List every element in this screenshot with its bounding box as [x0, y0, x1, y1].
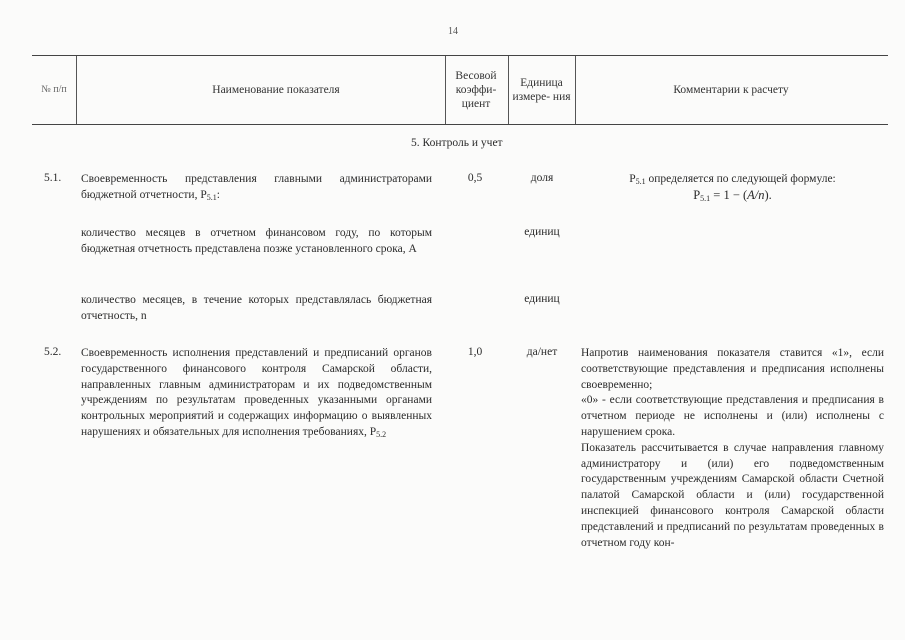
- header-number: № п/п: [41, 84, 67, 95]
- row-number: 5.1.: [44, 172, 62, 184]
- row-number: 5.2.: [44, 346, 62, 358]
- comment-text: $P_{5.1}$ определяется по следующей формуле: $P_{5.1} = 1 - (A/n)$.: [629, 173, 836, 203]
- comment-paragraph: Показатель рассчитывается в случае направления главному администратору и (или) его подведомственным государственным учреждениям Самарской области Счетной палатой Самарской области и (или) государственной инспекцией финансового контроля Самарской области представлений и предписаний по результатам проведенных в отчетном году кон-: [581, 441, 884, 549]
- indicator-name: Своевременность исполнения представлений и предписаний органов государственного финансового контроля Самарской области, направленных главным администраторам и их подведомственным учреждениям по результатам проведенных указанными органами контрольных мероприятий и содержащих информацию о выявленных нарушениях и обязательных для исполнения требованиях, $P_{5.2}$: [81, 347, 432, 439]
- weight-value: 1,0: [467, 346, 483, 358]
- comment-text: [581, 346, 884, 551]
- variable-description: количество месяцев в отчетном финансовом году, по которым бюджетная отчетность представлена позже установленного срока, A: [81, 227, 432, 255]
- indicator-name: Своевременность представления главными администраторами бюджетной отчетности, $P_{5.1}$:: [81, 173, 432, 202]
- page-number: 14: [448, 26, 458, 37]
- section-title: 5. Контроль и учет: [411, 137, 503, 149]
- unit-value: доля: [530, 172, 554, 184]
- header-weight: Весовой коэффи- циент: [455, 70, 497, 110]
- unit-value: да/нет: [526, 346, 558, 358]
- unit-value: единиц: [524, 293, 560, 305]
- header-comment: Комментарии к расчету: [673, 84, 789, 96]
- table-header: [32, 55, 888, 125]
- unit-value: единиц: [524, 226, 560, 238]
- header-unit: Единица измере- ния: [512, 77, 571, 103]
- comment-paragraph: Напротив наименования показателя ставится «1», если соответствующие представления и предписания исполнены своевременно;: [581, 347, 884, 391]
- weight-value: 0,5: [467, 172, 483, 184]
- comment-paragraph: «0» - если соответствующие представления и предписания в отчетном периоде не исполнены и (или) исполнены с нарушением срока.: [581, 394, 884, 438]
- header-name: Наименование показателя: [212, 84, 340, 96]
- formula: $P_{5.1} = 1 - (A/n)$.: [693, 187, 772, 203]
- variable-description: количество месяцев, в течение которых представлялась бюджетная отчетность, n: [81, 294, 432, 322]
